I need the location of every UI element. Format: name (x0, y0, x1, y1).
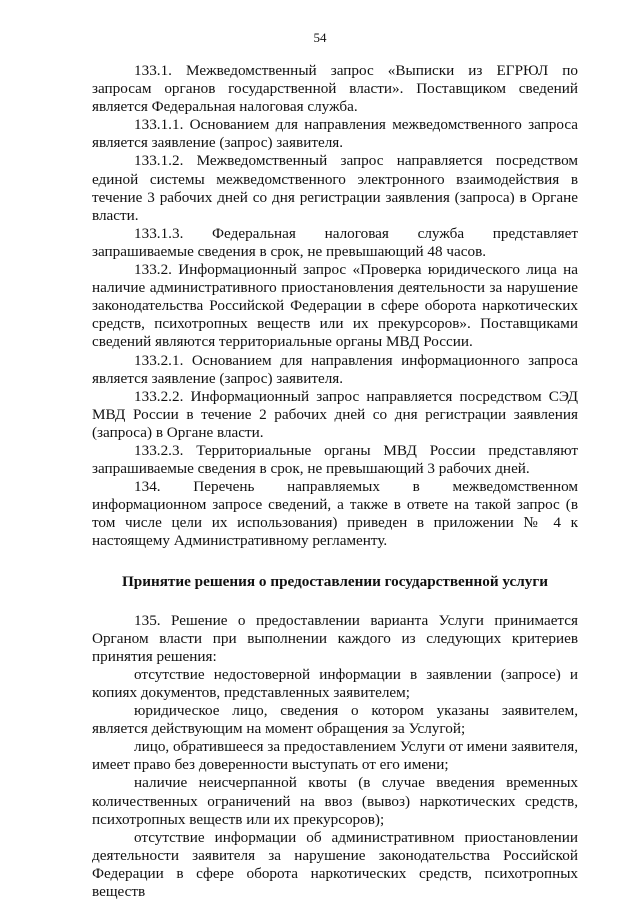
criterion-2: юридическое лицо, сведения о котором указаны заявителем, является действующим на момент обращения за Услугой; (92, 702, 578, 738)
criterion-3: лицо, обратившееся за предоставлением Услуги от имени заявителя, имеет право без доверенности выступать от его имени; (92, 738, 578, 774)
paragraph-133-2-1: 133.2.1. Основанием для направления информационного запроса является заявление (запрос) заявителя. (92, 351, 578, 387)
document-body (92, 62, 578, 901)
paragraph-135: 135. Решение о предоставлении варианта Услуги принимается Органом власти при выполнении каждого из следующих критериев принятия решения: (92, 611, 578, 665)
section-heading: Принятие решения о предоставлении государственной услуги (121, 572, 549, 590)
paragraph-133-1-1: 133.1.1. Основанием для направления межведомственного запроса является заявление (запрос) заявителя. (92, 116, 578, 152)
paragraph-133-1: 133.1. Межведомственный запрос «Выписки из ЕГРЮЛ по запросам органов государственной власти». Поставщиком сведений является Федеральная налоговая служба. (92, 62, 578, 116)
paragraph-133-2: 133.2. Информационный запрос «Проверка юридического лица на наличие административного приостановления деятельности за нарушение законодательства Российской Федерации в сфере оборота наркотических средств, психотропных веществ или их прекурсоров». Поставщиками сведений являются территориальные органы МВД России. (92, 261, 578, 351)
paragraph-133-1-3: 133.1.3. Федеральная налоговая служба представляет запрашиваемые сведения в срок, не превышающий 48 часов. (92, 224, 578, 260)
criterion-4: наличие неисчерпанной квоты (в случае введения временных количественных ограничений на ввоз (вывоз) наркотических средств, психотропных веществ или их прекурсоров); (92, 774, 578, 828)
paragraph-133-2-3: 133.2.3. Территориальные органы МВД России представляют запрашиваемые сведения в срок, не превышающий 3 рабочих дней. (92, 441, 578, 478)
paragraph-133-1-2: 133.1.2. Межведомственный запрос направляется посредством единой системы межведомственного электронного взаимодействия в течение 3 рабочих дней со дня регистрации заявления (запроса) в Органе власти. (92, 152, 578, 224)
paragraph-133-2-2: 133.2.2. Информационный запрос направляется посредством СЭД МВД России в течение 2 рабочих дней со дня регистрации заявления (запроса) в Органе власти. (92, 387, 578, 441)
criterion-1: отсутствие недостоверной информации в заявлении (запросе) и копиях документов, представленных заявителем; (92, 665, 578, 701)
paragraph-134: 134. Перечень направляемых в межведомственном информационном запросе сведений, а также в ответе на такой запрос (в том числе цели их использования) приведен в приложении № 4 к настоящему Административному регламенту. (92, 478, 578, 550)
criterion-5: отсутствие информации об административном приостановлении деятельности заявителя за нарушение законодательства Российской Федерации в сфере оборота наркотических средств, психотропных веществ (92, 828, 578, 901)
page-number: 54 (313, 30, 327, 45)
